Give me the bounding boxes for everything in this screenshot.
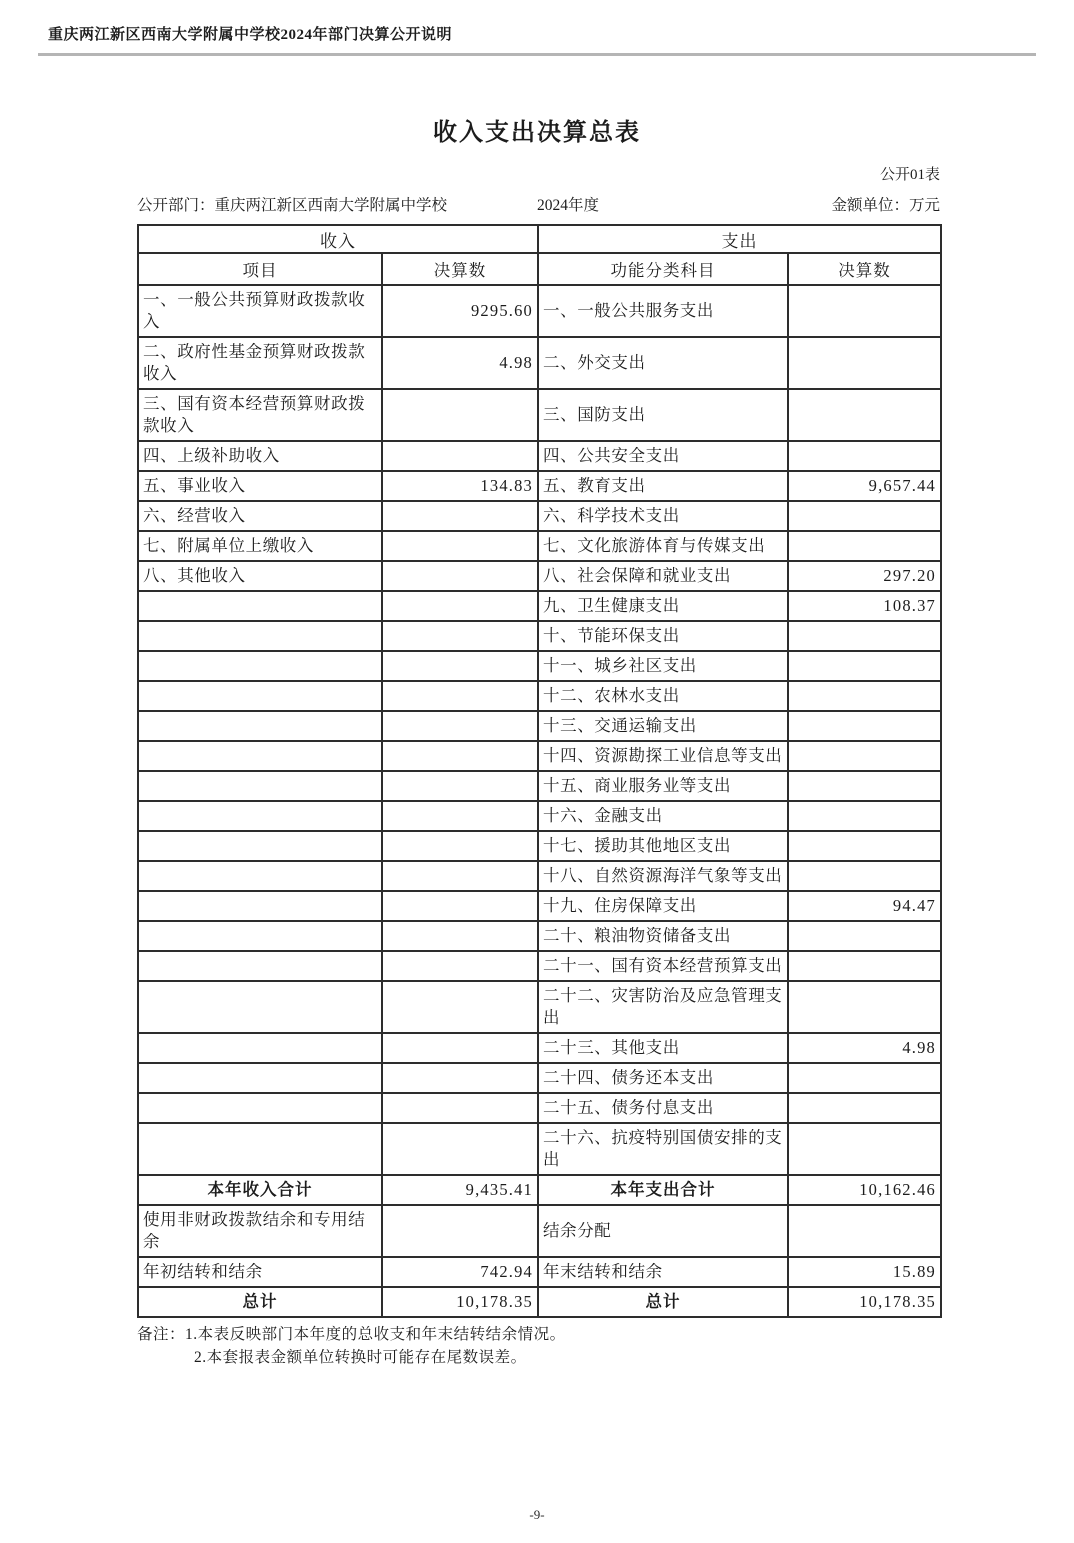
income-item-cell — [138, 981, 382, 1033]
income-value-cell — [382, 711, 538, 741]
income-value-cell — [382, 681, 538, 711]
table-row — [138, 861, 941, 891]
table-row — [138, 711, 941, 741]
header-divider — [38, 53, 1036, 56]
column-header-expense-amount: 决算数 — [788, 253, 941, 285]
expense-item-cell: 二十一、国有资本经营预算支出 — [538, 951, 788, 981]
expense-group-header: 支出 — [538, 225, 941, 253]
expense-value-cell — [788, 501, 941, 531]
table-row — [138, 1287, 941, 1317]
income-item-cell — [138, 591, 382, 621]
column-header-item: 项目 — [138, 253, 382, 285]
table-row — [138, 1063, 941, 1093]
table-row — [138, 771, 941, 801]
expense-item-cell: 十八、自然资源海洋气象等支出 — [538, 861, 788, 891]
expense-item-cell: 三、国防支出 — [538, 389, 788, 441]
expense-item-cell: 二十、粮油物资储备支出 — [538, 921, 788, 951]
table-row — [138, 1175, 941, 1205]
expense-value-cell — [788, 951, 941, 981]
income-item-cell: 八、其他收入 — [138, 561, 382, 591]
expense-item-cell: 结余分配 — [538, 1205, 788, 1257]
expense-value-cell: 9,657.44 — [788, 471, 941, 501]
expense-item-cell: 五、教育支出 — [538, 471, 788, 501]
expense-value-cell — [788, 1093, 941, 1123]
table-row — [138, 389, 941, 441]
expense-item-cell: 十九、住房保障支出 — [538, 891, 788, 921]
income-item-cell: 本年收入合计 — [138, 1175, 382, 1205]
expense-value-cell — [788, 441, 941, 471]
expense-item-cell: 二十五、债务付息支出 — [538, 1093, 788, 1123]
income-item-cell: 三、国有资本经营预算财政拨款收入 — [138, 389, 382, 441]
expense-value-cell — [788, 1205, 941, 1257]
expense-item-cell: 十一、城乡社区支出 — [538, 651, 788, 681]
income-value-cell — [382, 741, 538, 771]
expense-value-cell: 297.20 — [788, 561, 941, 591]
table-row — [138, 501, 941, 531]
table-body — [138, 285, 941, 1317]
final-accounts-table — [137, 224, 942, 1318]
income-item-cell: 七、附属单位上缴收入 — [138, 531, 382, 561]
meta-department: 公开部门：重庆两江新区西南大学附属中学校 — [137, 197, 448, 214]
income-item-cell — [138, 831, 382, 861]
expense-item-cell: 二十二、灾害防治及应急管理支出 — [538, 981, 788, 1033]
table-column-header-row — [138, 253, 941, 285]
table-row — [138, 1123, 941, 1175]
income-value-cell: 742.94 — [382, 1257, 538, 1287]
table-row — [138, 921, 941, 951]
income-item-cell — [138, 951, 382, 981]
expense-item-cell: 总计 — [538, 1287, 788, 1317]
income-item-cell — [138, 1093, 382, 1123]
income-item-cell — [138, 771, 382, 801]
income-value-cell — [382, 561, 538, 591]
income-value-cell — [382, 951, 538, 981]
expense-item-cell: 十三、交通运输支出 — [538, 711, 788, 741]
footnote-line-1: 备注：1.本表反映部门本年度的总收支和年末结转结余情况。 — [137, 1326, 566, 1343]
footnote-line-2: 2.本套报表金额单位转换时可能存在尾数误差。 — [194, 1349, 527, 1366]
expense-value-cell — [788, 831, 941, 861]
expense-item-cell: 二十六、抗疫特别国债安排的支出 — [538, 1123, 788, 1175]
income-item-cell: 一、一般公共预算财政拨款收入 — [138, 285, 382, 337]
income-value-cell — [382, 1093, 538, 1123]
income-item-cell: 六、经营收入 — [138, 501, 382, 531]
expense-item-cell: 本年支出合计 — [538, 1175, 788, 1205]
income-item-cell — [138, 891, 382, 921]
expense-item-cell: 年末结转和结余 — [538, 1257, 788, 1287]
document-running-header: 重庆两江新区西南大学附属中学校2024年部门决算公开说明 — [48, 27, 453, 43]
income-item-cell — [138, 711, 382, 741]
expense-value-cell — [788, 389, 941, 441]
table-row — [138, 561, 941, 591]
expense-item-cell: 九、卫生健康支出 — [538, 591, 788, 621]
expense-value-cell — [788, 981, 941, 1033]
table-row — [138, 1205, 941, 1257]
table-row — [138, 891, 941, 921]
table-row — [138, 681, 941, 711]
table-row — [138, 441, 941, 471]
expense-item-cell: 四、公共安全支出 — [538, 441, 788, 471]
income-value-cell: 9295.60 — [382, 285, 538, 337]
income-item-cell — [138, 1063, 382, 1093]
page-number: -9- — [529, 1507, 545, 1522]
income-value-cell — [382, 801, 538, 831]
expense-item-cell: 七、文化旅游体育与传媒支出 — [538, 531, 788, 561]
document-page — [0, 23, 1074, 1522]
expense-value-cell — [788, 921, 941, 951]
expense-value-cell: 94.47 — [788, 891, 941, 921]
table-row — [138, 1257, 941, 1287]
expense-value-cell — [788, 711, 941, 741]
income-item-cell: 五、事业收入 — [138, 471, 382, 501]
income-item-cell — [138, 681, 382, 711]
footnotes — [137, 1323, 957, 1369]
table-group-header-row — [138, 225, 941, 253]
expense-item-cell: 十六、金融支出 — [538, 801, 788, 831]
income-item-cell: 年初结转和结余 — [138, 1257, 382, 1287]
income-value-cell — [382, 389, 538, 441]
income-item-cell: 四、上级补助收入 — [138, 441, 382, 471]
expense-item-cell: 八、社会保障和就业支出 — [538, 561, 788, 591]
income-value-cell — [382, 501, 538, 531]
expense-item-cell: 十七、援助其他地区支出 — [538, 831, 788, 861]
income-value-cell — [382, 531, 538, 561]
meta-unit: 金额单位：万元 — [831, 197, 940, 214]
table-row — [138, 801, 941, 831]
column-header-function: 功能分类科目 — [538, 253, 788, 285]
income-item-cell: 二、政府性基金预算财政拨款收入 — [138, 337, 382, 389]
expense-value-cell — [788, 531, 941, 561]
income-item-cell — [138, 921, 382, 951]
expense-value-cell: 10,178.35 — [788, 1287, 941, 1317]
table-row — [138, 741, 941, 771]
expense-item-cell: 一、一般公共服务支出 — [538, 285, 788, 337]
meta-row — [137, 193, 940, 215]
expense-value-cell: 10,162.46 — [788, 1175, 941, 1205]
income-value-cell — [382, 831, 538, 861]
table-row — [138, 285, 941, 337]
expense-item-cell: 十二、农林水支出 — [538, 681, 788, 711]
expense-item-cell: 十四、资源勘探工业信息等支出 — [538, 741, 788, 771]
table-row — [138, 531, 941, 561]
income-value-cell: 9,435.41 — [382, 1175, 538, 1205]
income-item-cell — [138, 801, 382, 831]
expense-value-cell — [788, 337, 941, 389]
expense-item-cell: 十五、商业服务业等支出 — [538, 771, 788, 801]
income-group-header: 收入 — [138, 225, 538, 253]
income-value-cell: 134.83 — [382, 471, 538, 501]
income-item-cell — [138, 651, 382, 681]
expense-item-cell: 十、节能环保支出 — [538, 621, 788, 651]
table-number: 公开01表 — [879, 167, 940, 183]
expense-value-cell: 15.89 — [788, 1257, 941, 1287]
expense-value-cell — [788, 621, 941, 651]
income-item-cell — [138, 621, 382, 651]
expense-value-cell — [788, 861, 941, 891]
income-value-cell — [382, 861, 538, 891]
income-value-cell — [382, 651, 538, 681]
income-item-cell — [138, 861, 382, 891]
expense-value-cell — [788, 1123, 941, 1175]
income-item-cell — [138, 741, 382, 771]
income-value-cell — [382, 1033, 538, 1063]
table-row — [138, 591, 941, 621]
income-value-cell — [382, 591, 538, 621]
income-value-cell — [382, 621, 538, 651]
expense-item-cell: 二十三、其他支出 — [538, 1033, 788, 1063]
table-row — [138, 651, 941, 681]
table-row — [138, 1033, 941, 1063]
income-value-cell — [382, 1063, 538, 1093]
expense-value-cell — [788, 1063, 941, 1093]
table-row — [138, 831, 941, 861]
table-row — [138, 951, 941, 981]
expense-item-cell: 六、科学技术支出 — [538, 501, 788, 531]
expense-value-cell — [788, 801, 941, 831]
expense-value-cell: 108.37 — [788, 591, 941, 621]
income-item-cell — [138, 1033, 382, 1063]
expense-value-cell — [788, 285, 941, 337]
expense-item-cell: 二、外交支出 — [538, 337, 788, 389]
table-row — [138, 621, 941, 651]
income-value-cell — [382, 921, 538, 951]
table-row — [138, 981, 941, 1033]
expense-value-cell — [788, 771, 941, 801]
meta-year: 2024年度 — [537, 197, 600, 214]
table-row — [138, 1093, 941, 1123]
income-value-cell — [382, 891, 538, 921]
income-value-cell — [382, 1123, 538, 1175]
table-row — [138, 471, 941, 501]
column-header-income-amount: 决算数 — [382, 253, 538, 285]
expense-value-cell — [788, 651, 941, 681]
expense-value-cell — [788, 741, 941, 771]
income-value-cell — [382, 441, 538, 471]
page-title: 收入支出决算总表 — [433, 120, 641, 146]
expense-value-cell — [788, 681, 941, 711]
income-item-cell — [138, 1123, 382, 1175]
income-value-cell: 10,178.35 — [382, 1287, 538, 1317]
table-row — [138, 337, 941, 389]
income-value-cell — [382, 981, 538, 1033]
income-item-cell: 使用非财政拨款结余和专用结余 — [138, 1205, 382, 1257]
income-item-cell: 总计 — [138, 1287, 382, 1317]
income-value-cell: 4.98 — [382, 337, 538, 389]
expense-item-cell: 二十四、债务还本支出 — [538, 1063, 788, 1093]
income-value-cell — [382, 771, 538, 801]
income-value-cell — [382, 1205, 538, 1257]
expense-value-cell: 4.98 — [788, 1033, 941, 1063]
